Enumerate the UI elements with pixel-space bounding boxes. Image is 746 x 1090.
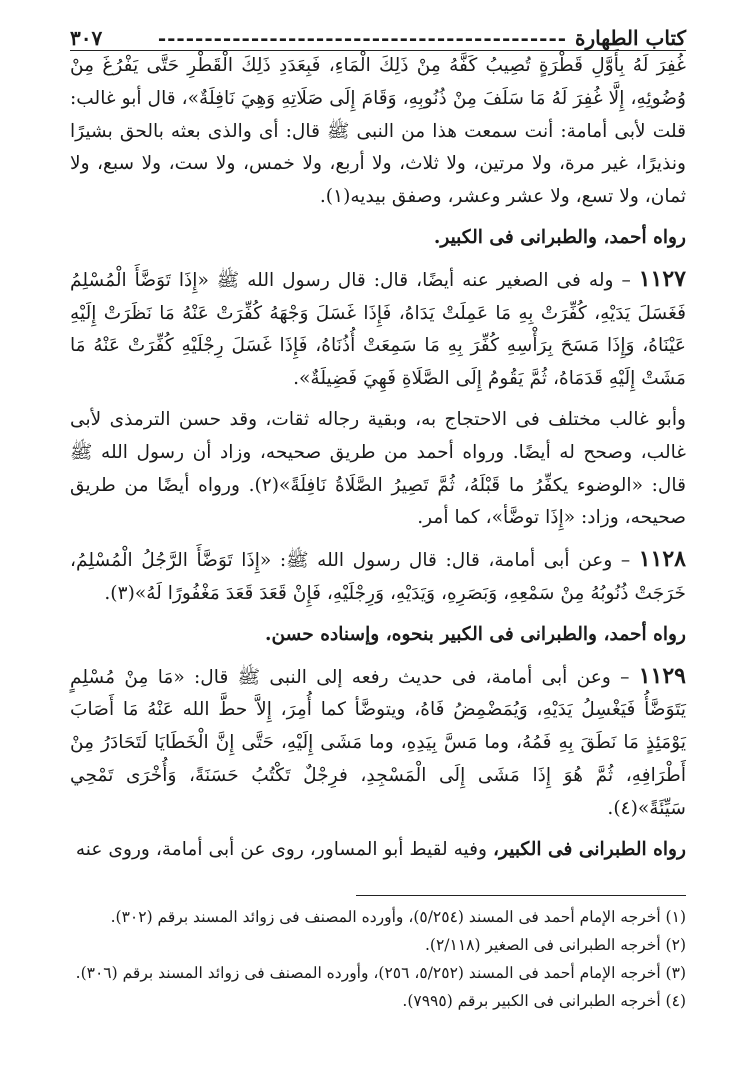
hadith-number: ١١٢٧ xyxy=(638,265,686,292)
paragraph-continuation: غُفِرَ لَهُ بِأَوَّلِ قَطْرَةٍ تُصِيبُ كَفَّهُ مِنْ ذَلِكَ الْمَاءِ، فَبِعَدَدِ ذَلِكَ الْقَطْرِ حَتَّى يَفْرُغَ مِنْ وُضُوئِهِ، إِلَّا غُفِرَ لَهُ مَا سَلَفَ مِنْ ذُنُوبِهِ، وَقَامَ إِلَى صَلَاتِهِ وَهِيَ نَافِلَةٌ»، قال أبو غالب: قلت لأبى أمامة: أنت سمعت هذا من النبى ﷺ قال: أى والذى بعثه بالحق بشيرًا ونذيرًا، غير مرة، ولا مرتين، ولا ثلاث، ولا أربع، ولا خمس، ولا ست، ولا سبع، ولا ثمان، ولا تسع، ولا عشر وعشر، وصفق بيديه(١). xyxy=(70,55,686,208)
hadith-text: – وعن أبى أمامة، فى حديث رفعه إلى النبى ﷺ قال: «مَا مِنْ مُسْلِمٍ يَتَوَضَّأُ فَيَغْسِلُ يَدَيْهِ، وَيُمَضْمِضُ فَاهُ، ويتوضَّأ كما أُمِرَ، إِلاَّ حطَّ الله عَنْهُ مَا أَصَابَ يَوْمَئِذٍ مَا نَطَقَ بِهِ فَمُهُ، وما مَسَّ بِيَدِهِ، وما مَشَى إِلَيْهِ، حَتَّى إِنَّ الْخَطَايَا لَتَحَادَرُ مِنْ أَطْرَافِهِ، ثُمَّ هُوَ إِذَا مَشَى إِلَى الْمَسْجِدِ، فرِجْلٌ تَكْتُبُ حَسَنَةً، وَأُخْرَى تَمْحِي سَيِّئَةً»(٤). xyxy=(70,666,686,819)
source-attribution: رواه أحمد، والطبرانى فى الكبير. xyxy=(433,226,686,248)
hadith-number: ١١٢٩ xyxy=(638,662,686,689)
hadith-1128 xyxy=(70,543,686,611)
footnote-2: (٢) أخرجه الطبرانى فى الصغير (٢/١١٨). xyxy=(425,936,686,954)
source-attribution-continued xyxy=(70,834,686,867)
footnote-divider xyxy=(356,895,686,896)
footnote-4: (٤) أخرجه الطبرانى فى الكبير برقم (٧٩٩٥). xyxy=(402,992,686,1010)
hadith-text: – وعن أبى أمامة، قال: قال رسول الله ﷺ: «إِذَا تَوَضَّأَ الرَّجُلُ الْمُسْلِمُ، خَرَجَتْ ذُنُوبُهُ مِنْ سَمْعِهِ، وَبَصَرِهِ، وَيَدَيْهِ، وَرِجْلَيْهِ، فَإِنْ قَعَدَ قَعَدَ مَغْفُورًا لَهُ»(٣). xyxy=(70,550,686,604)
main-text xyxy=(70,50,686,866)
hadith-1127 xyxy=(70,263,686,396)
footnote-3: (٣) أخرجه الإمام أحمد فى المسند (٥/٢٥٢، ٢٥٦)، وأورده المصنف فى زوائد المسند برقم (٣٠٦). xyxy=(75,964,686,982)
hadith-number: ١١٢٨ xyxy=(638,546,686,573)
source-attribution: رواه أحمد، والطبرانى فى الكبير بنحوه، وإسناده حسن. xyxy=(265,623,686,645)
running-header xyxy=(70,20,686,51)
header-dashes: -------------------------------------------- xyxy=(157,26,568,50)
hadith-commentary: وأبو غالب مختلف فى الاحتجاج به، وبقية رجاله ثقات، وقد حسن الترمذى لأبى غالب، وصحح له أيضًا. ورواه أحمد من طريق صحيحه، وزاد أن رسول الله ﷺ قال: «الوضوء يكفِّرُ ما قَبْلَهُ، ثُمَّ تَصِيرُ الصَّلَاةُ نَافِلَةً»(٢). ورواه أيضًا من طريق صحيحه، وزاد: «إِذَا توضَّأ»، كما أمر. xyxy=(70,408,686,529)
source-rest: وفيه لقيط أبو المساور، روى عن أبى أمامة، وروى عنه xyxy=(75,838,488,860)
page-number: ٣٠٧ xyxy=(70,26,103,50)
hadith-1129 xyxy=(70,660,686,826)
footnote-1: (١) أخرجه الإمام أحمد فى المسند (٥/٢٥٤)، وأورده المصنف فى زوائد المسند برقم (٣٠٢). xyxy=(110,908,686,926)
hadith-text: – وله فى الصغير عنه أيضًا، قال: قال رسول الله ﷺ «إِذَا تَوَضَّأَ الْمُسْلِمُ فَغَسَلَ يَدَيْهِ، كُفِّرَتْ بِهِ مَا عَمِلَتْ يَدَاهُ، فَإِذَا غَسَلَ وَجْهَهُ كُفِّرَتْ عَنْهُ مَا نَظَرَتْ إِلَيْهِ عَيْنَاهُ، وَإِذَا مَسَحَ بِرَأْسِهِ كُفِّرَ بِهِ مَا سَمِعَتْ أُذُنَاهُ، فَإِذَا غَسَلَ رِجْلَيْهِ كُفِّرَتْ عَنْهُ مَا مَشَتْ إِلَيْهِ قَدَمَاهُ، ثُمَّ يَقُومُ إِلَى الصَّلَاةِ فَهِيَ فَضِيلَةٌ». xyxy=(70,269,686,390)
source-bold: رواه الطبرانى فى الكبير، xyxy=(492,838,686,860)
chapter-title: كتاب الطهارة xyxy=(575,26,686,50)
footnotes xyxy=(70,903,686,1015)
